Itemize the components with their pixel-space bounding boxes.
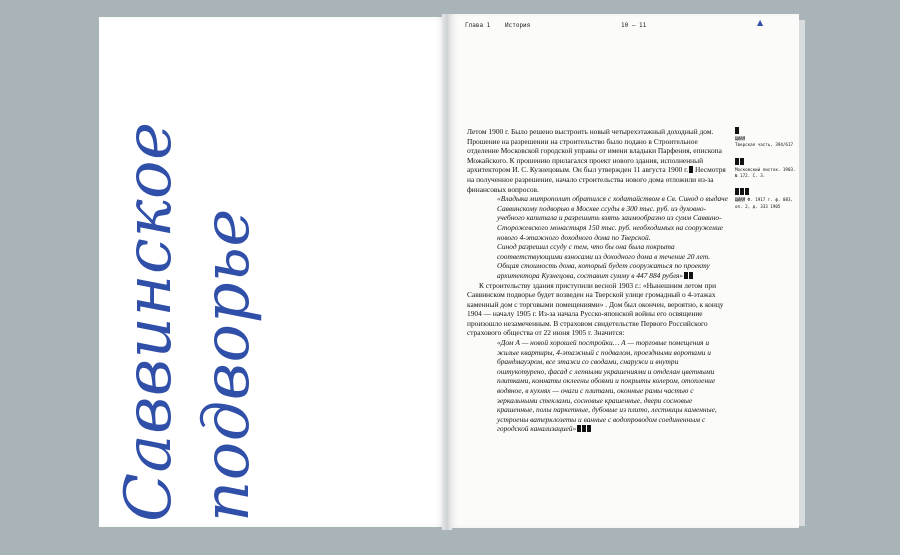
quote-2: «Дом А — новой хорошей постройки… А — торговые помещения и жилые квартиры, 4-этажный с подвалом, проездными воротами и брандмауэром, все этажи со сводами, снаружи и внутри оштукотурено, фасад с лепными украшениями и отделан цветными плитками, комнаты оклеены обоями и покрыты колером, отопление водяное, в кухнях — очаги с плитами, оконные рамы частью с зеркальными стеклами, сосновые крашенные, двери сосновые крашенные, полы паркетные, дубовые из плито, лестницы каменные, устроены ватерклозеты и ванные с водопроводом соединенным с городской канализацией» <box>497 338 717 434</box>
footnote-marker <box>689 272 693 279</box>
margin-note: ЦИАМ Ф. 1917 г. ф. 083, оп. 2, д. 333 1905 <box>735 188 797 210</box>
page-edge <box>799 20 805 526</box>
footnote-marker <box>582 425 586 432</box>
paragraph-1: Летом 1900 г. Было решено выстроить новый четырехэтажный доходный дом. Прошение на разрешении на строительство было подано в Строительное отделение Московской городской управы от имени владыки Парфения, епископа Можайского. К прошению прилагался проект нового здания, исполненный архитектором И. С. Кузнецовым. Он был утвержден 11 августа 1900 г. Несмотря на полученное разрешение, начало строительства нового дома отложили из-за финансовых вопросов. <box>467 127 726 194</box>
paragraph-2: К строительству здания приступили весной 1903 г.: «Нынешним летом при Саввинском подворье будет возведен на Тверской улице громадный о 4-этажах каменный дом с торговыми помещениями» . Дом был окончен, вероятно, к концу 1904 — началу 1905 г. Из-за начала Русско-японской войны его освящение произошло незамеченным. В страховом свидетельстве Первого Российского страхового общества от 22 июня 1905 г. Значится: <box>467 280 724 338</box>
footnote-marker <box>587 425 591 432</box>
title-line-1: Саввинское <box>112 121 186 522</box>
running-head-chapter: Глава 1 <box>465 22 491 29</box>
body-text <box>467 127 729 434</box>
title-line-2: подворье <box>190 208 264 522</box>
quote-1: «Владыка митрополит обратился с ходатайством в Св. Синод о выдаче Саввинскому подворью в Москве ссуды в 300 тыс. руб. из духовно-учебного капитала и разрешить взять заимообразно из сумм Саввино-Сторожевского монастыря 150 тыс. руб. необходимых на сооружение нового 4-этажного доходного дома по Тверской. Синод разрешил ссуду с тем, что бы она была покрыта соответствующими взносами из доходного дома в течение 20 лет. Общая стоимость дома, который будет сооружаться по проекту архитектора Кузнецова, составит сумму в 447 884 рубля» <box>497 194 728 280</box>
open-book <box>99 14 801 530</box>
margin-notes <box>735 127 797 219</box>
right-page <box>449 14 799 528</box>
margin-note: Московский листок. 1903. № 172. С. 3. <box>735 158 797 180</box>
footnote-marker <box>577 425 581 432</box>
page-numbers: 10 — 11 <box>621 22 647 29</box>
footnote-marker <box>684 272 688 279</box>
bookmark-icon: ▲ <box>757 18 764 27</box>
margin-note: ЦИАМ Тверская часть, 394/617 <box>735 127 797 149</box>
footnote-marker <box>689 166 693 173</box>
running-head-section: История <box>505 22 531 29</box>
left-page <box>99 17 445 527</box>
